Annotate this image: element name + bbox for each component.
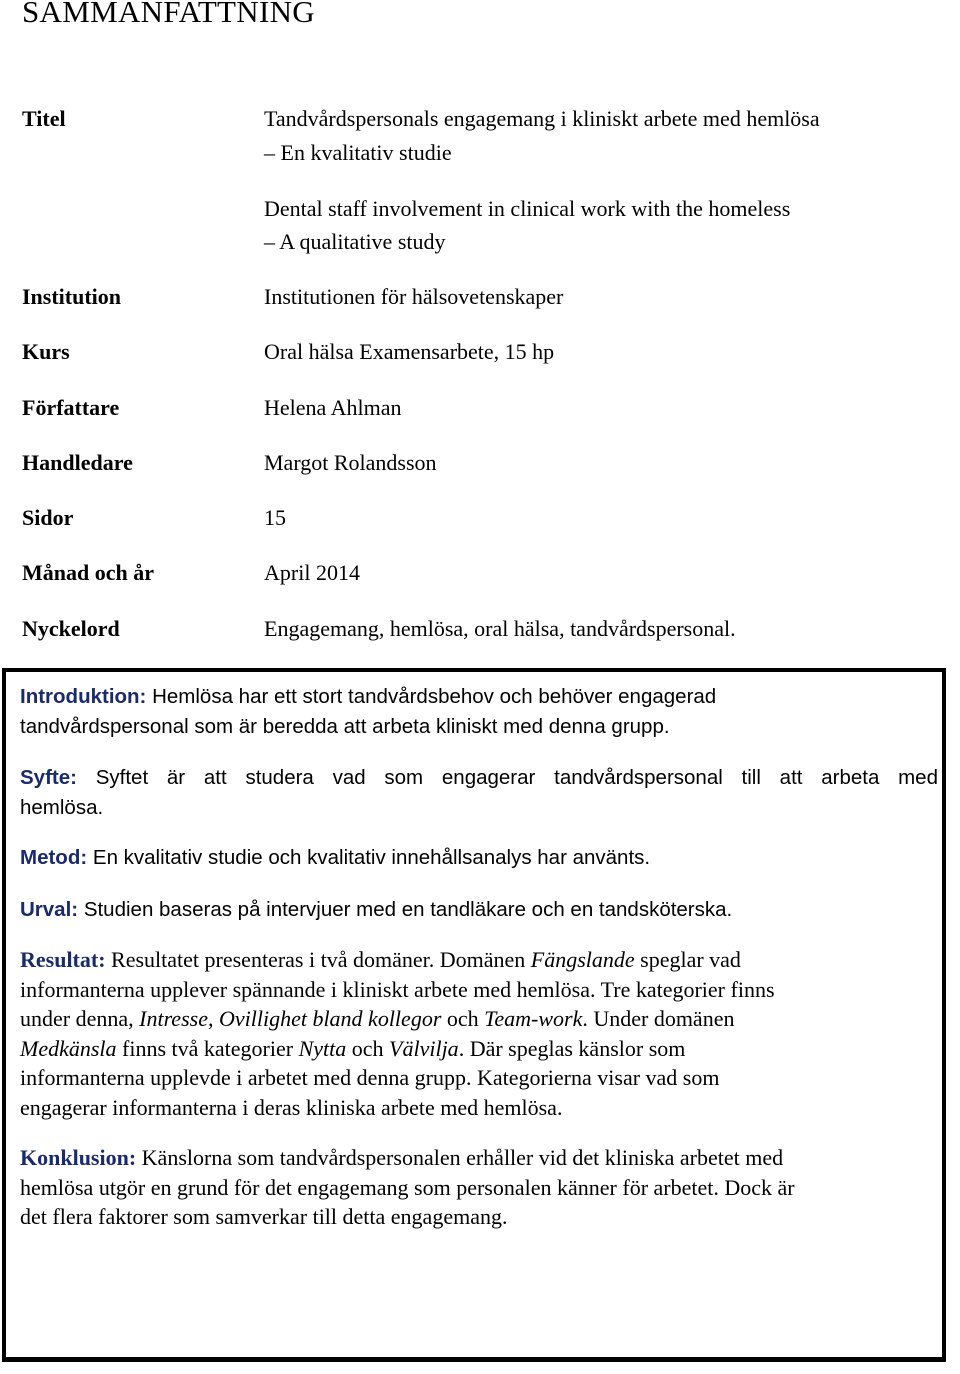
resultat-label: Resultat:: [20, 947, 106, 972]
handledare-value: Margot Rolandsson: [264, 450, 437, 475]
syfte-section: [20, 763, 938, 823]
page-heading: SAMMANFATTNING: [22, 0, 315, 29]
resultat-italic-fangslande: Fängslande: [530, 947, 635, 972]
titel-en-line2: – A qualitative study: [264, 229, 446, 254]
titel-label: Titel: [22, 106, 66, 131]
konklusion-text-1: Känslorna som tandvårdspersonalen erhåller vid det kliniska arbetet med: [141, 1145, 784, 1170]
introduktion-section: [20, 682, 810, 742]
resultat-italic-valvilja: Välvilja: [389, 1035, 459, 1061]
resultat-text-4: under denna,: [20, 1006, 134, 1031]
resultat-text-9: och: [351, 1035, 384, 1061]
syfte-line1: Syftet är att studera vad som engagerar tandvårdspersonal till att arbeta med: [95, 766, 938, 789]
introduktion-label: Introduktion:: [20, 685, 147, 708]
kurs-value: Oral hälsa Examensarbete, 15 hp: [264, 339, 555, 364]
resultat-italic-nytta: Nytta: [298, 1035, 347, 1061]
resultat-italic-intresse: Intresse: [139, 1006, 208, 1031]
resultat-text-12: engagerar informanterna i deras kliniska arbete med hemlösa.: [20, 1094, 563, 1120]
titel-en-line1: Dental staff involvement in clinical work with the homeless: [264, 196, 791, 221]
resultat-text-8: finns två kategorier: [122, 1035, 294, 1061]
konklusion-text-3: det flera faktorer som samverkar till detta engagemang.: [20, 1204, 508, 1229]
resultat-italic-medkansla: Medkänsla: [20, 1035, 117, 1061]
syfte-label: Syfte:: [20, 766, 77, 789]
metod-section: [20, 843, 650, 873]
resultat-text-7: . Under domänen: [582, 1006, 735, 1031]
institution-value: Institutionen för hälsovetenskaper: [264, 284, 564, 309]
resultat-text-2: speglar vad: [640, 947, 741, 972]
urval-text: Studien baseras på intervjuer med en tandläkare och en tandsköterska.: [83, 898, 733, 921]
forfattare-label: Författare: [22, 395, 120, 420]
nyckelord-value: Engagemang, hemlösa, oral hälsa, tandvårdspersonal.: [264, 616, 736, 641]
resultat-text-11: informanterna upplevde i arbetet med denna grupp. Kategorierna visar vad som: [20, 1065, 720, 1090]
resultat-text-3: informanterna upplever spännande i kliniskt arbete med hemlösa. Tre kategorier finns: [20, 976, 775, 1002]
konklusion-text-2: hemlösa utgör en grund för det engagemang som personalen känner för arbetet. Dock är: [20, 1174, 795, 1200]
resultat-text-10: . Där speglas känslor som: [458, 1035, 686, 1061]
urval-label: Urval:: [20, 898, 79, 921]
handledare-label: Handledare: [22, 450, 133, 475]
kurs-label: Kurs: [22, 339, 70, 364]
introduktion-line1: Hemlösa har ett stort tandvårdsbehov och behöver engagerad: [152, 685, 717, 708]
resultat-text-5: ,: [207, 1006, 214, 1031]
metod-text: En kvalitativ studie och kvalitativ innehållsanalys har använts.: [92, 846, 651, 869]
syfte-first-line: [20, 763, 938, 793]
metod-label: Metod:: [20, 846, 88, 869]
introduktion-line2: tandvårdspersonal som är beredda att arbeta kliniskt med denna grupp.: [20, 715, 670, 738]
forfattare-value: Helena Ahlman: [264, 395, 402, 420]
sidor-value: 15: [264, 505, 286, 530]
resultat-italic-ovillighet: Ovillighet bland kollegor: [218, 1006, 442, 1031]
titel-sv-line1: Tandvårdspersonals engagemang i kliniskt arbete med hemlösa: [264, 106, 820, 131]
konklusion-label: Konklusion:: [20, 1145, 137, 1170]
resultat-italic-teamwork: Team-work: [484, 1006, 583, 1031]
titel-sv-line2: – En kvalitativ studie: [264, 140, 452, 165]
resultat-text-1: Resultatet presenteras i två domäner. Domänen: [111, 947, 526, 972]
sidor-label: Sidor: [22, 505, 74, 530]
konklusion-section: [20, 1143, 940, 1232]
manad-value: April 2014: [264, 560, 360, 585]
nyckelord-label: Nyckelord: [22, 616, 120, 641]
manad-label: Månad och år: [22, 560, 154, 585]
resultat-text-6: och: [446, 1006, 479, 1031]
urval-section: [20, 895, 732, 925]
institution-label: Institution: [22, 284, 122, 309]
syfte-line2: hemlösa.: [20, 796, 104, 819]
resultat-section: [20, 945, 920, 1122]
